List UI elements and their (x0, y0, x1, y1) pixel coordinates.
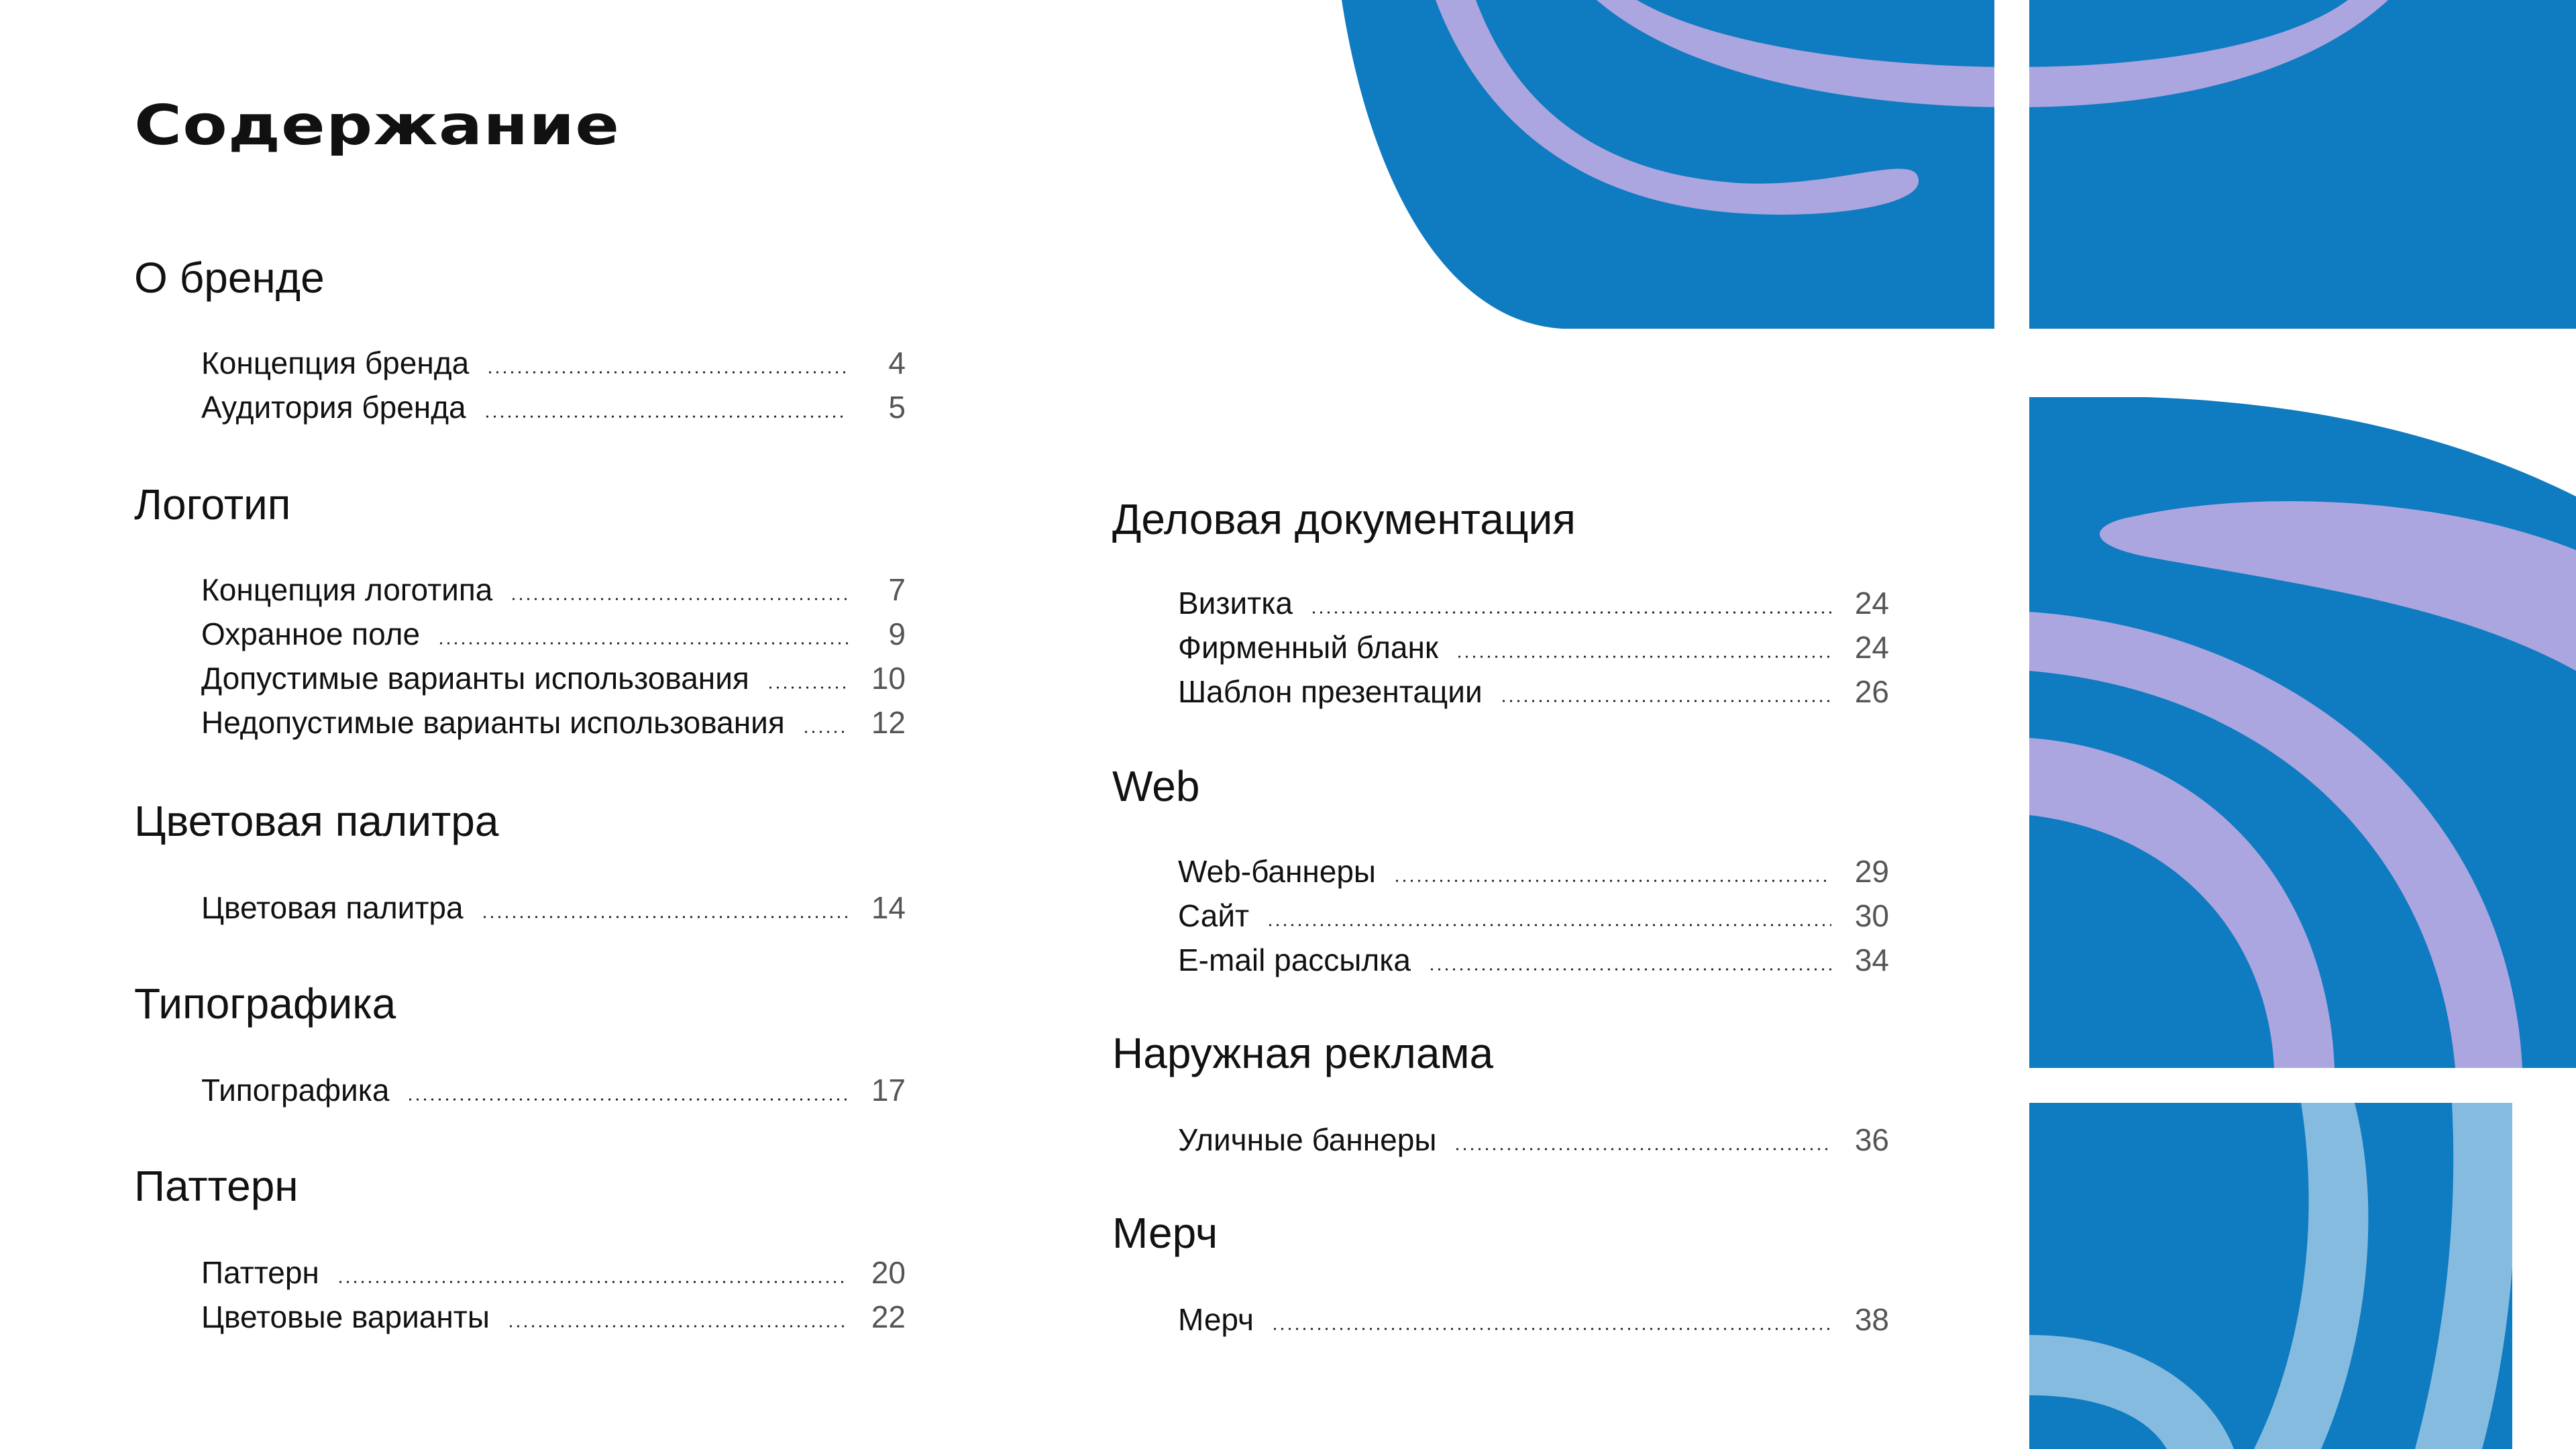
leader-dots (510, 598, 848, 600)
toc-entry-label: Недопустимые варианты использования (201, 705, 785, 740)
leader-dots (1393, 879, 1831, 882)
toc-entry-website[interactable] (1178, 894, 1889, 938)
toc-entry-page: 29 (1854, 854, 1889, 889)
toc-entry-label: Допустимые варианты использования (201, 661, 749, 696)
toc-entry-page: 7 (888, 572, 906, 607)
section-title-pattern: Паттерн (134, 1162, 299, 1210)
toc-entry-forbidden-usage[interactable] (201, 700, 906, 745)
toc-entry-color-variants[interactable] (201, 1295, 906, 1339)
toc-entry-page: 24 (1854, 586, 1889, 621)
toc-entry-business-card[interactable] (1178, 581, 1889, 625)
section-title-web: Web (1112, 762, 1200, 810)
toc-entry-email-newsletter[interactable] (1178, 938, 1889, 982)
toc-entry-label: Мерч (1178, 1302, 1254, 1337)
leader-dots (407, 1098, 848, 1101)
toc-entry-brand-concept[interactable] (201, 341, 906, 385)
leader-dots (802, 731, 848, 733)
leader-dots (486, 371, 848, 374)
toc-entry-label: Цветовая палитра (201, 890, 464, 925)
toc-entry-logo-concept[interactable] (201, 568, 906, 612)
pattern-arc-mid-inner (2029, 738, 2334, 1068)
leader-dots (484, 415, 848, 418)
toc-entry-palette[interactable] (201, 885, 906, 930)
pattern-arc-bottom-mid (2254, 1103, 2368, 1449)
section-title-business-docs: Деловая документация (1112, 495, 1576, 543)
toc-entry-page: 10 (871, 661, 906, 696)
toc-entry-allowed-usage[interactable] (201, 656, 906, 700)
pattern-gap-horizontal-top (2029, 329, 2576, 397)
pattern-arc-top (1597, 0, 2012, 107)
leader-dots (437, 642, 848, 645)
leader-dots (337, 1281, 848, 1283)
toc-entry-page: 4 (888, 345, 906, 380)
pattern-block-mid (2029, 396, 2576, 1068)
toc-entry-label: Аудитория бренда (201, 390, 466, 425)
pattern-gap-vertical (1994, 0, 2029, 335)
toc-entry-label: Web-баннеры (1178, 854, 1376, 889)
leader-dots (1456, 655, 1831, 658)
toc-entry-page: 34 (1854, 943, 1889, 977)
pattern-arc-bottom-outer (2415, 1103, 2516, 1449)
toc-entry-brand-audience[interactable] (201, 385, 906, 429)
pattern-gap-right (2512, 1103, 2576, 1449)
toc-entry-page: 12 (871, 705, 906, 740)
toc-entry-label: Цветовые варианты (201, 1299, 490, 1334)
toc-entry-label: Фирменный бланк (1178, 630, 1439, 665)
toc-entry-page: 9 (888, 616, 906, 651)
toc-entry-page: 17 (871, 1073, 906, 1108)
toc-entry-page: 24 (1854, 630, 1889, 665)
toc-entry-clear-space[interactable] (201, 612, 906, 656)
leader-dots (1267, 924, 1831, 926)
toc-entry-label: E-mail рассылка (1178, 943, 1411, 977)
leader-dots (1271, 1328, 1831, 1330)
section-title-logo: Логотип (134, 480, 291, 529)
toc-entry-page: 20 (871, 1255, 906, 1290)
pattern-swoosh-top (1436, 0, 1919, 215)
toc-entry-page: 36 (1854, 1122, 1889, 1157)
toc-entry-label: Типографика (201, 1073, 390, 1108)
leader-dots (481, 916, 848, 918)
leader-dots (767, 686, 848, 689)
toc-entry-web-banners[interactable] (1178, 849, 1889, 894)
toc-entry-letterhead[interactable] (1178, 625, 1889, 669)
toc-entry-typography[interactable] (201, 1068, 906, 1112)
pattern-arc-top-right (2012, 0, 2388, 107)
toc-entry-presentation-template[interactable] (1178, 669, 1889, 714)
leader-dots (1310, 611, 1831, 614)
pattern-arc-mid-outer (2029, 612, 2522, 1068)
toc-entry-page: 26 (1854, 674, 1889, 709)
toc-entry-label: Шаблон презентации (1178, 674, 1483, 709)
toc-entry-page: 22 (871, 1299, 906, 1334)
toc-entry-label: Паттерн (201, 1255, 319, 1290)
leader-dots (1500, 700, 1831, 702)
toc-entry-page: 38 (1854, 1302, 1889, 1337)
section-title-outdoor-ads: Наружная реклама (1112, 1029, 1494, 1077)
pattern-blob-top (1342, 0, 2576, 329)
section-title-palette: Цветовая палитра (134, 797, 499, 845)
toc-entry-page: 5 (888, 390, 906, 425)
toc-entry-merch[interactable] (1178, 1297, 1889, 1342)
toc-entry-label: Концепция бренда (201, 345, 470, 380)
toc-entry-label: Визитка (1178, 586, 1293, 621)
section-title-brand: О бренде (134, 254, 325, 302)
leader-dots (1454, 1148, 1831, 1150)
pattern-swoosh-mid (2100, 501, 2576, 671)
toc-entry-label: Концепция логотипа (201, 572, 493, 607)
toc-entry-page: 30 (1854, 898, 1889, 933)
section-title-typography: Типографика (134, 979, 396, 1028)
pattern-arc-bottom-inner (2029, 1335, 2234, 1449)
toc-entry-label: Уличные баннеры (1178, 1122, 1437, 1157)
toc-entry-pattern[interactable] (201, 1250, 906, 1295)
toc-entry-page: 14 (871, 890, 906, 925)
leader-dots (1428, 968, 1831, 971)
section-title-merch: Мерч (1112, 1209, 1218, 1257)
toc-entry-street-banners[interactable] (1178, 1118, 1889, 1162)
leader-dots (507, 1325, 848, 1328)
pattern-block-bottom (2029, 1103, 2576, 1449)
page-title: Содержание (134, 94, 621, 158)
pattern-gap-horizontal-bottom (2029, 1068, 2576, 1103)
toc-entry-label: Охранное поле (201, 616, 421, 651)
toc-entry-label: Сайт (1178, 898, 1250, 933)
